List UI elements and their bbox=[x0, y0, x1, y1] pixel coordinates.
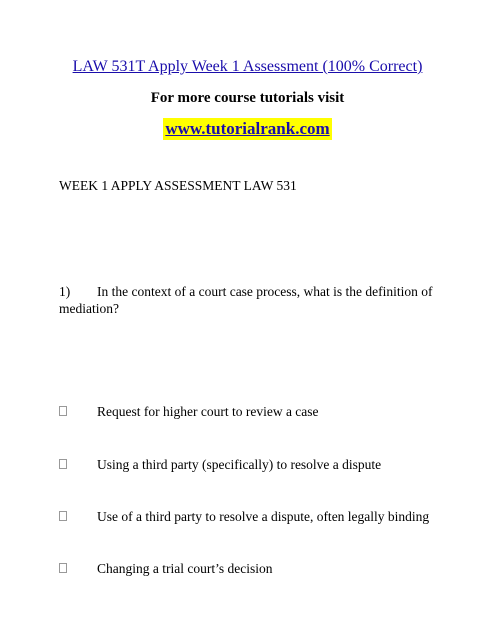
checkbox-icon[interactable] bbox=[59, 511, 67, 521]
answer-option[interactable] bbox=[59, 507, 429, 525]
question-number: 1) bbox=[59, 284, 71, 299]
question-text: In the context of a court case process, what is the definition of mediation? bbox=[59, 284, 433, 316]
answer-option-label: Changing a trial court’s decision bbox=[97, 560, 273, 576]
promo-text: For more course tutorials visit bbox=[150, 90, 345, 106]
section-heading: WEEK 1 APPLY ASSESSMENT LAW 531 bbox=[59, 178, 297, 193]
answer-option[interactable] bbox=[59, 559, 272, 577]
question bbox=[59, 283, 439, 317]
checkbox-icon[interactable] bbox=[59, 459, 67, 469]
answer-option-label: Use of a third party to resolve a dispute, often legally binding bbox=[97, 508, 430, 524]
checkbox-icon[interactable] bbox=[59, 563, 67, 573]
answer-option-label: Request for higher court to review a case bbox=[97, 403, 319, 419]
title-link[interactable]: LAW 531T Apply Week 1 Assessment (100% Correct) bbox=[72, 58, 423, 75]
answer-option[interactable] bbox=[59, 402, 319, 420]
checkbox-icon[interactable] bbox=[59, 406, 67, 416]
site-link[interactable]: www.tutorialrank.com bbox=[165, 119, 330, 138]
answer-option-label: Using a third party (specifically) to resolve a dispute bbox=[97, 456, 382, 472]
answer-option[interactable] bbox=[59, 455, 381, 473]
site-link-container bbox=[0, 118, 495, 140]
